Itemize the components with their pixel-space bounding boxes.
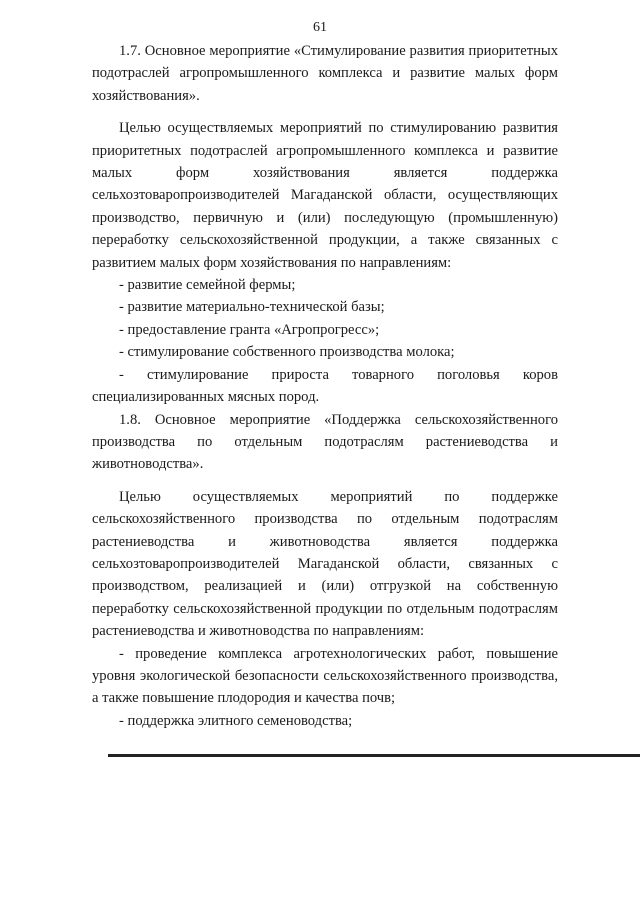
list-item: - предоставление гранта «Агропрогресс»;	[119, 321, 380, 338]
section-1-7-intro: Целью осуществляемых мероприятий по стимулированию развития приоритетных подотраслей агропромышленного комплекса и развитие малых форм хозяйствования является поддержка сельхозтоваропроизводителей Магаданской области, осуществляющих производство, первичную и (или) последующую (промышленную) переработку сельскохозяйственной продукции, а также связанных с развитием малых форм хозяйствования по направлениям:	[92, 120, 558, 271]
horizontal-divider	[108, 754, 640, 757]
spacer	[92, 107, 558, 117]
section-1-7-heading: 1.7. Основное мероприятие «Стимулирование развития приоритетных подотраслей агропромышленного комплекса и развитие малых форм хозяйствования».	[92, 43, 558, 104]
list-item: - развитие материально-технической базы;	[119, 299, 385, 316]
spacer	[92, 476, 558, 486]
list-item: - стимулирование прироста товарного поголовья коров специализированных мясных пород.	[92, 366, 558, 406]
list-item: - стимулирование собственного производства молока;	[119, 344, 455, 361]
list-item: - поддержка элитного семеноводства;	[119, 712, 353, 729]
section-1-8-heading: 1.8. Основное мероприятие «Поддержка сельскохозяйственного производства по отдельным подотраслям растениеводства и животноводства».	[92, 411, 558, 473]
list-item: - проведение комплекса агротехнологических работ, повышение уровня экологической безопасности сельскохозяйственного производства, а также повышение плодородия и качества почв;	[92, 645, 558, 707]
page-number: 61	[313, 20, 327, 35]
section-1-8-intro: Целью осуществляемых мероприятий по поддержке сельскохозяйственного производства по отдельным подотраслям растениеводства и животноводства является поддержка сельхозтоваропроизводителей Магаданской области, связанных с производством, реализацией и (или) отгрузкой на собственную переработку сельскохозяйственной продукции по отдельным подотраслям растениеводства и животноводства по направлениям:	[92, 488, 558, 640]
document-body	[92, 40, 558, 732]
list-item: - развитие семейной фермы;	[119, 277, 296, 294]
